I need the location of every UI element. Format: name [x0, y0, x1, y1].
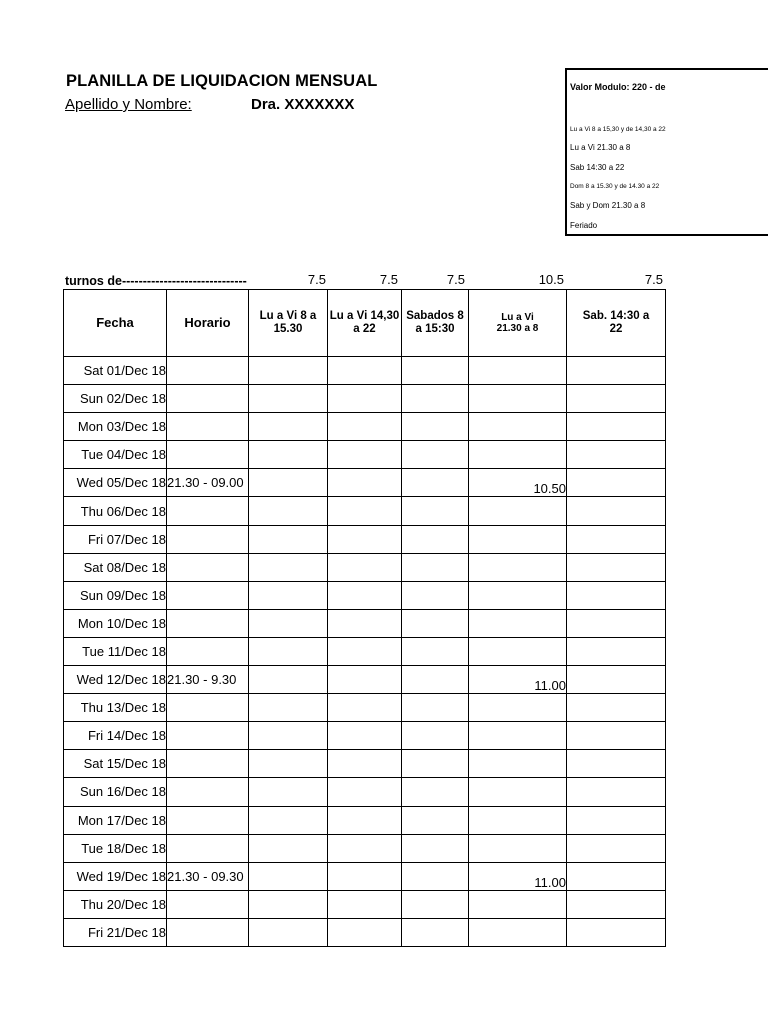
cell-fecha[interactable]: Tue 11/Dec 18 [64, 637, 167, 665]
cell-horario[interactable] [167, 890, 249, 918]
cell-fecha[interactable]: Sat 15/Dec 18 [64, 750, 167, 778]
cell-sabados[interactable] [402, 694, 469, 722]
table-row [64, 694, 666, 722]
cell-sab-1430-22[interactable] [567, 750, 666, 778]
table-row [64, 890, 666, 918]
cell-horario[interactable] [167, 918, 249, 946]
cell-sabados[interactable] [402, 497, 469, 525]
turnos-value-5: 7.5 [644, 272, 663, 287]
cell-lu-vi-2130-8[interactable] [469, 890, 567, 918]
cell-lu-vi-8-1530[interactable] [249, 637, 328, 665]
cell-lu-vi-2130-8[interactable] [469, 750, 567, 778]
cell-sabados[interactable] [402, 581, 469, 609]
cell-lu-vi-2130-8[interactable] [469, 834, 567, 862]
cell-sab-1430-22[interactable] [567, 806, 666, 834]
col-header-lu-vi-2130-8 [469, 290, 567, 357]
cell-lu-vi-1430-22[interactable] [328, 918, 402, 946]
cell-horario[interactable] [167, 750, 249, 778]
cell-horario[interactable]: 21.30 - 09.00 [167, 469, 249, 497]
table-row [64, 385, 666, 413]
cell-sab-1430-22[interactable] [567, 637, 666, 665]
cell-sabados[interactable] [402, 666, 469, 694]
cell-horario[interactable] [167, 441, 249, 469]
table-row [64, 357, 666, 385]
cell-sabados[interactable] [402, 722, 469, 750]
cell-lu-vi-1430-22[interactable] [328, 637, 402, 665]
cell-lu-vi-8-1530[interactable] [249, 525, 328, 553]
turnos-value-2: 7.5 [379, 272, 398, 287]
cell-sabados[interactable] [402, 806, 469, 834]
cell-sab-1430-22[interactable] [567, 385, 666, 413]
cell-horario[interactable]: 21.30 - 09.30 [167, 862, 249, 890]
cell-lu-vi-2130-8[interactable] [469, 357, 567, 385]
cell-horario[interactable] [167, 385, 249, 413]
cell-sabados[interactable] [402, 441, 469, 469]
cell-lu-vi-8-1530[interactable] [249, 778, 328, 806]
cell-fecha[interactable]: Thu 20/Dec 18 [64, 890, 167, 918]
col-header-lu-vi-8-1530: Lu a Vi 8 a 15.30 [249, 290, 328, 357]
rates-heading: Valor Modulo: 220 - de [570, 82, 666, 92]
cell-fecha[interactable]: Sun 09/Dec 18 [64, 581, 167, 609]
cell-fecha[interactable]: Wed 05/Dec 18 [64, 469, 167, 497]
cell-lu-vi-8-1530[interactable] [249, 581, 328, 609]
cell-sabados[interactable] [402, 862, 469, 890]
cell-sab-1430-22[interactable] [567, 609, 666, 637]
cell-fecha[interactable]: Sun 16/Dec 18 [64, 778, 167, 806]
turnos-value-1: 7.5 [307, 272, 326, 287]
cell-sabados[interactable] [402, 525, 469, 553]
table-row [64, 637, 666, 665]
cell-lu-vi-1430-22[interactable] [328, 890, 402, 918]
cell-horario[interactable] [167, 497, 249, 525]
cell-lu-vi-1430-22[interactable] [328, 694, 402, 722]
cell-lu-vi-1430-22[interactable] [328, 778, 402, 806]
cell-lu-vi-8-1530[interactable] [249, 357, 328, 385]
cell-sab-1430-22[interactable] [567, 413, 666, 441]
cell-horario[interactable] [167, 637, 249, 665]
table-row [64, 750, 666, 778]
col-header-horario: Horario [167, 290, 249, 357]
cell-fecha[interactable]: Tue 18/Dec 18 [64, 834, 167, 862]
cell-lu-vi-8-1530[interactable] [249, 750, 328, 778]
cell-lu-vi-1430-22[interactable] [328, 806, 402, 834]
cell-lu-vi-2130-8[interactable]: 10.50 [469, 469, 567, 497]
cell-sab-1430-22[interactable] [567, 722, 666, 750]
rate-item: Sab y Dom 21.30 a 8 [570, 201, 646, 210]
cell-lu-vi-8-1530[interactable] [249, 918, 328, 946]
cell-lu-vi-2130-8[interactable]: 11.00 [469, 862, 567, 890]
cell-sabados[interactable] [402, 609, 469, 637]
table-header-row [64, 290, 666, 357]
table-row [64, 609, 666, 637]
cell-lu-vi-1430-22[interactable] [328, 441, 402, 469]
cell-lu-vi-2130-8[interactable] [469, 918, 567, 946]
cell-lu-vi-1430-22[interactable] [328, 469, 402, 497]
cell-lu-vi-2130-8[interactable] [469, 385, 567, 413]
cell-lu-vi-2130-8[interactable]: 11.00 [469, 666, 567, 694]
cell-fecha[interactable]: Wed 19/Dec 18 [64, 862, 167, 890]
rates-box [565, 68, 768, 236]
rate-item: Dom 8 a 15.30 y de 14.30 a 22 [570, 183, 660, 190]
cell-sab-1430-22[interactable] [567, 357, 666, 385]
cell-sabados[interactable] [402, 750, 469, 778]
rate-item: Lu a Vi 21.30 a 8 [570, 143, 631, 152]
cell-lu-vi-2130-8[interactable] [469, 553, 567, 581]
cell-sab-1430-22[interactable] [567, 497, 666, 525]
table-row [64, 666, 666, 694]
cell-fecha[interactable]: Mon 03/Dec 18 [64, 413, 167, 441]
name-label: Apellido y Nombre: [65, 96, 192, 113]
cell-lu-vi-1430-22[interactable] [328, 553, 402, 581]
cell-sabados[interactable] [402, 637, 469, 665]
cell-lu-vi-8-1530[interactable] [249, 722, 328, 750]
page-title: PLANILLA DE LIQUIDACION MENSUAL [66, 72, 378, 90]
cell-fecha[interactable]: Thu 06/Dec 18 [64, 497, 167, 525]
liquidation-table [63, 289, 666, 947]
cell-horario[interactable] [167, 525, 249, 553]
cell-sabados[interactable] [402, 834, 469, 862]
table-row [64, 553, 666, 581]
cell-fecha[interactable]: Mon 17/Dec 18 [64, 806, 167, 834]
cell-lu-vi-1430-22[interactable] [328, 525, 402, 553]
cell-sabados[interactable] [402, 890, 469, 918]
cell-lu-vi-8-1530[interactable] [249, 862, 328, 890]
cell-sabados[interactable] [402, 918, 469, 946]
cell-horario[interactable]: 21.30 - 9.30 [167, 666, 249, 694]
cell-horario[interactable] [167, 609, 249, 637]
cell-sabados[interactable] [402, 469, 469, 497]
cell-lu-vi-8-1530[interactable] [249, 834, 328, 862]
table-row [64, 413, 666, 441]
cell-lu-vi-8-1530[interactable] [249, 553, 328, 581]
col-header-fecha: Fecha [64, 290, 167, 357]
cell-lu-vi-2130-8[interactable] [469, 806, 567, 834]
cell-fecha[interactable]: Tue 04/Dec 18 [64, 441, 167, 469]
cell-sab-1430-22[interactable] [567, 694, 666, 722]
turnos-value-3: 7.5 [446, 272, 465, 287]
cell-lu-vi-8-1530[interactable] [249, 441, 328, 469]
cell-lu-vi-1430-22[interactable] [328, 666, 402, 694]
cell-sab-1430-22[interactable] [567, 778, 666, 806]
cell-lu-vi-1430-22[interactable] [328, 357, 402, 385]
cell-lu-vi-1430-22[interactable] [328, 750, 402, 778]
table-row [64, 525, 666, 553]
cell-horario[interactable] [167, 722, 249, 750]
cell-sabados[interactable] [402, 385, 469, 413]
cell-lu-vi-2130-8[interactable] [469, 441, 567, 469]
table-row [64, 441, 666, 469]
cell-sabados[interactable] [402, 553, 469, 581]
cell-fecha[interactable]: Fri 07/Dec 18 [64, 525, 167, 553]
cell-sab-1430-22[interactable] [567, 441, 666, 469]
rate-item: Lu a Vi 8 a 15,30 y de 14,30 a 22 [570, 126, 666, 133]
cell-lu-vi-1430-22[interactable] [328, 722, 402, 750]
cell-sab-1430-22[interactable] [567, 581, 666, 609]
cell-lu-vi-8-1530[interactable] [249, 469, 328, 497]
table-row [64, 834, 666, 862]
cell-horario[interactable] [167, 834, 249, 862]
cell-lu-vi-2130-8[interactable] [469, 497, 567, 525]
cell-lu-vi-2130-8[interactable] [469, 694, 567, 722]
cell-horario[interactable] [167, 778, 249, 806]
cell-lu-vi-2130-8[interactable] [469, 637, 567, 665]
cell-sab-1430-22[interactable] [567, 666, 666, 694]
table-row [64, 497, 666, 525]
table-row [64, 778, 666, 806]
cell-lu-vi-2130-8[interactable] [469, 525, 567, 553]
cell-horario[interactable] [167, 357, 249, 385]
cell-fecha[interactable]: Sat 01/Dec 18 [64, 357, 167, 385]
cell-lu-vi-8-1530[interactable] [249, 806, 328, 834]
table-row [64, 806, 666, 834]
cell-sab-1430-22[interactable] [567, 525, 666, 553]
cell-horario[interactable] [167, 581, 249, 609]
table-row [64, 722, 666, 750]
cell-sabados[interactable] [402, 413, 469, 441]
cell-sab-1430-22[interactable] [567, 890, 666, 918]
cell-lu-vi-2130-8[interactable] [469, 413, 567, 441]
cell-lu-vi-8-1530[interactable] [249, 694, 328, 722]
cell-fecha[interactable]: Thu 13/Dec 18 [64, 694, 167, 722]
cell-lu-vi-1430-22[interactable] [328, 581, 402, 609]
cell-sab-1430-22[interactable] [567, 553, 666, 581]
rate-item: Sab 14:30 a 22 [570, 163, 625, 172]
cell-sab-1430-22[interactable] [567, 862, 666, 890]
cell-fecha[interactable]: Mon 10/Dec 18 [64, 609, 167, 637]
cell-horario[interactable] [167, 413, 249, 441]
cell-lu-vi-8-1530[interactable] [249, 385, 328, 413]
cell-lu-vi-1430-22[interactable] [328, 609, 402, 637]
table-row [64, 862, 666, 890]
cell-sab-1430-22[interactable] [567, 469, 666, 497]
rate-item: Feriado [570, 221, 598, 230]
turnos-value-4: 10.5 [538, 272, 564, 287]
col-header-lu-vi-1430-22: Lu a Vi 14,30 a 22 [328, 290, 402, 357]
cell-horario[interactable] [167, 694, 249, 722]
cell-fecha[interactable]: Sat 08/Dec 18 [64, 553, 167, 581]
table-row [64, 469, 666, 497]
table-row [64, 918, 666, 946]
name-value: Dra. XXXXXXX [251, 96, 355, 113]
cell-fecha[interactable]: Wed 12/Dec 18 [64, 666, 167, 694]
cell-lu-vi-2130-8[interactable] [469, 581, 567, 609]
cell-sab-1430-22[interactable] [567, 918, 666, 946]
cell-lu-vi-1430-22[interactable] [328, 413, 402, 441]
col-header-line: Lu a Vi [501, 311, 534, 323]
turnos-label: turnos de------------------------------ [65, 274, 247, 288]
cell-lu-vi-8-1530[interactable] [249, 497, 328, 525]
cell-lu-vi-8-1530[interactable] [249, 609, 328, 637]
cell-lu-vi-2130-8[interactable] [469, 778, 567, 806]
table-row [64, 581, 666, 609]
cell-lu-vi-1430-22[interactable] [328, 834, 402, 862]
cell-lu-vi-8-1530[interactable] [249, 890, 328, 918]
cell-sabados[interactable] [402, 778, 469, 806]
cell-lu-vi-2130-8[interactable] [469, 609, 567, 637]
cell-fecha[interactable]: Fri 14/Dec 18 [64, 722, 167, 750]
cell-horario[interactable] [167, 553, 249, 581]
cell-fecha[interactable]: Sun 02/Dec 18 [64, 385, 167, 413]
cell-lu-vi-8-1530[interactable] [249, 413, 328, 441]
cell-fecha[interactable]: Fri 21/Dec 18 [64, 918, 167, 946]
cell-sab-1430-22[interactable] [567, 834, 666, 862]
col-header-line: 21.30 a 8 [496, 323, 539, 334]
cell-lu-vi-8-1530[interactable] [249, 666, 328, 694]
cell-lu-vi-2130-8[interactable] [469, 722, 567, 750]
col-header-sabados: Sabados 8 a 15:30 [402, 290, 469, 357]
col-header-sab-1430-22: Sab. 14:30 a 22 [567, 290, 666, 357]
cell-lu-vi-1430-22[interactable] [328, 497, 402, 525]
cell-horario[interactable] [167, 806, 249, 834]
cell-lu-vi-1430-22[interactable] [328, 862, 402, 890]
cell-lu-vi-1430-22[interactable] [328, 385, 402, 413]
cell-sabados[interactable] [402, 357, 469, 385]
